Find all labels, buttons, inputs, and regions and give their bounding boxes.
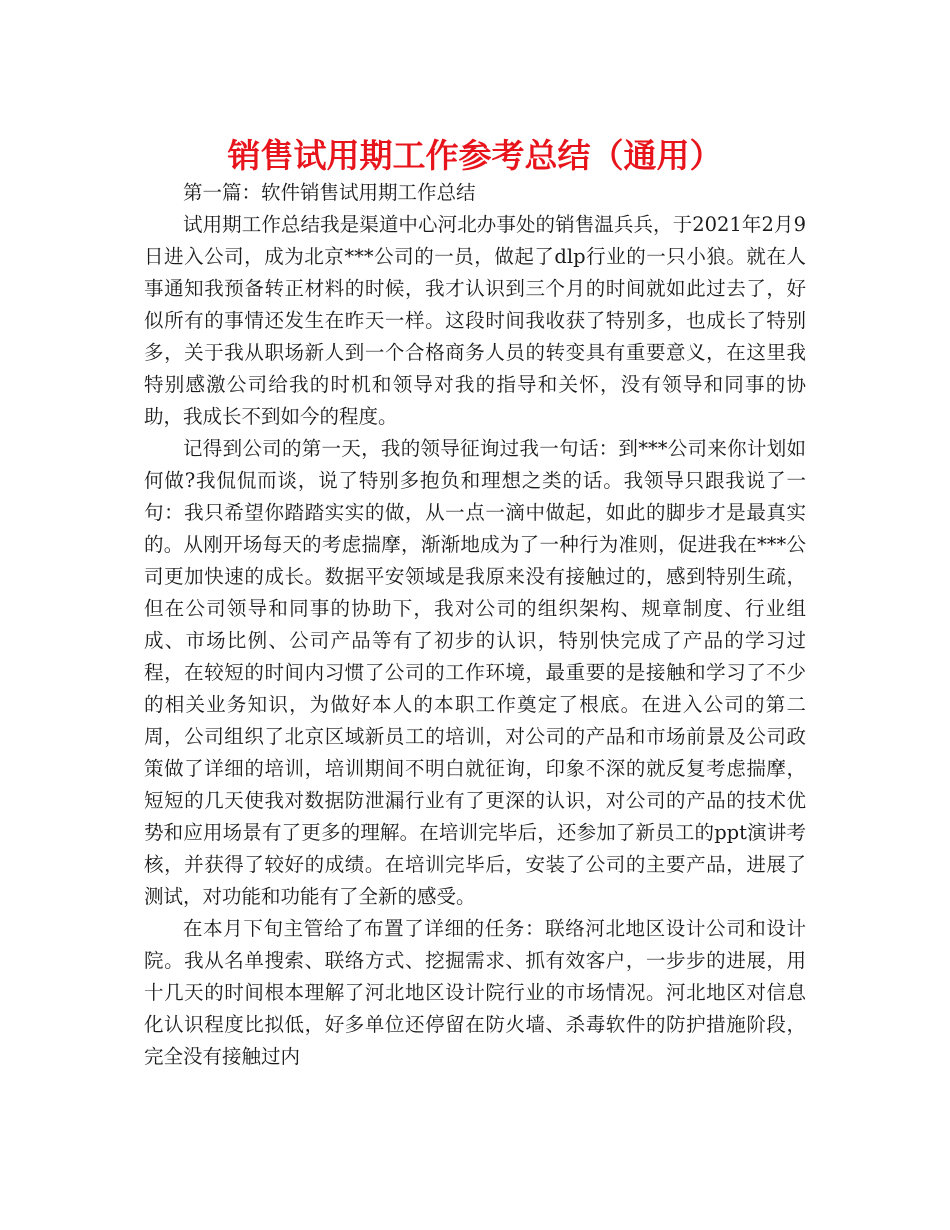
paragraph-1: 试用期工作总结我是渠道中心河北办事处的销售温兵兵，于2021年2月9日进入公司，成为北京***公司的一员，做起了dlp行业的一只小狼。就在人事通知我预备转正材料的时候，我才认识到三个月的时间就如此过去了，好似所有的事情还发生在昨天一样。这段时间我收获了特别多，也成长了特别多，关于我从职场新人到一个合格商务人员的转变具有重要意义，在这里我特别感激公司给我的时机和领导对我的指导和关怀，没有领导和同事的协助，我成长不到如今的程度。	[144, 213, 806, 428]
paragraph-2: 记得到公司的第一天，我的领导征询过我一句话：到***公司来你计划如何做?我侃侃而谈，说了特别多抱负和理想之类的话。我领导只跟我说了一句：我只希望你踏踏实实的做，从一点一滴中做起，如此的脚步才是最真实的。从刚开场每天的考虑揣摩，渐渐地成为了一种行为准则，促进我在***公司更加快速的成长。数据平安领域是我原来没有接触过的，感到特别生疏，但在公司领导和同事的协助下，我对公司的组织架构、规章制度、行业组成、市场比例、公司产品等有了初步的认识，特别快完成了产品的学习过程，在较短的时间内习惯了公司的工作环境，最重要的是接触和学习了不少的相关业务知识，为做好本人的本职工作奠定了根底。在进入公司的第二周，公司组织了北京区域新员工的培训，对公司的产品和市场前景及公司政策做了详细的培训，培训期间不明白就征询，印象不深的就反复考虑揣摩，短短的几天使我对数据防泄漏行业有了更深的认识，对公司的产品的技术优势和应用场景有了更多的理解。在培训完毕后，还参加了新员工的ppt演讲考核，并获得了较好的成绩。在培训完毕后，安装了公司的主要产品，进展了测试，对功能和功能有了全新的感受。	[144, 437, 806, 908]
section-heading: 第一篇：软件销售试用期工作总结	[183, 181, 476, 204]
paragraph-3: 在本月下旬主管给了布置了详细的任务：联络河北地区设计公司和设计院。我从名单搜索、联络方式、挖掘需求、抓有效客户，一步步的进展，用十几天的时间根本理解了河北地区设计院行业的市场情况。河北地区对信息化认识程度比拟低，好多单位还停留在防火墙、杀毒软件的防护措施阶段，完全没有接触过内	[144, 917, 806, 1068]
document-body	[144, 177, 806, 1073]
document-title: 销售试用期工作参考总结（通用）	[227, 136, 723, 175]
